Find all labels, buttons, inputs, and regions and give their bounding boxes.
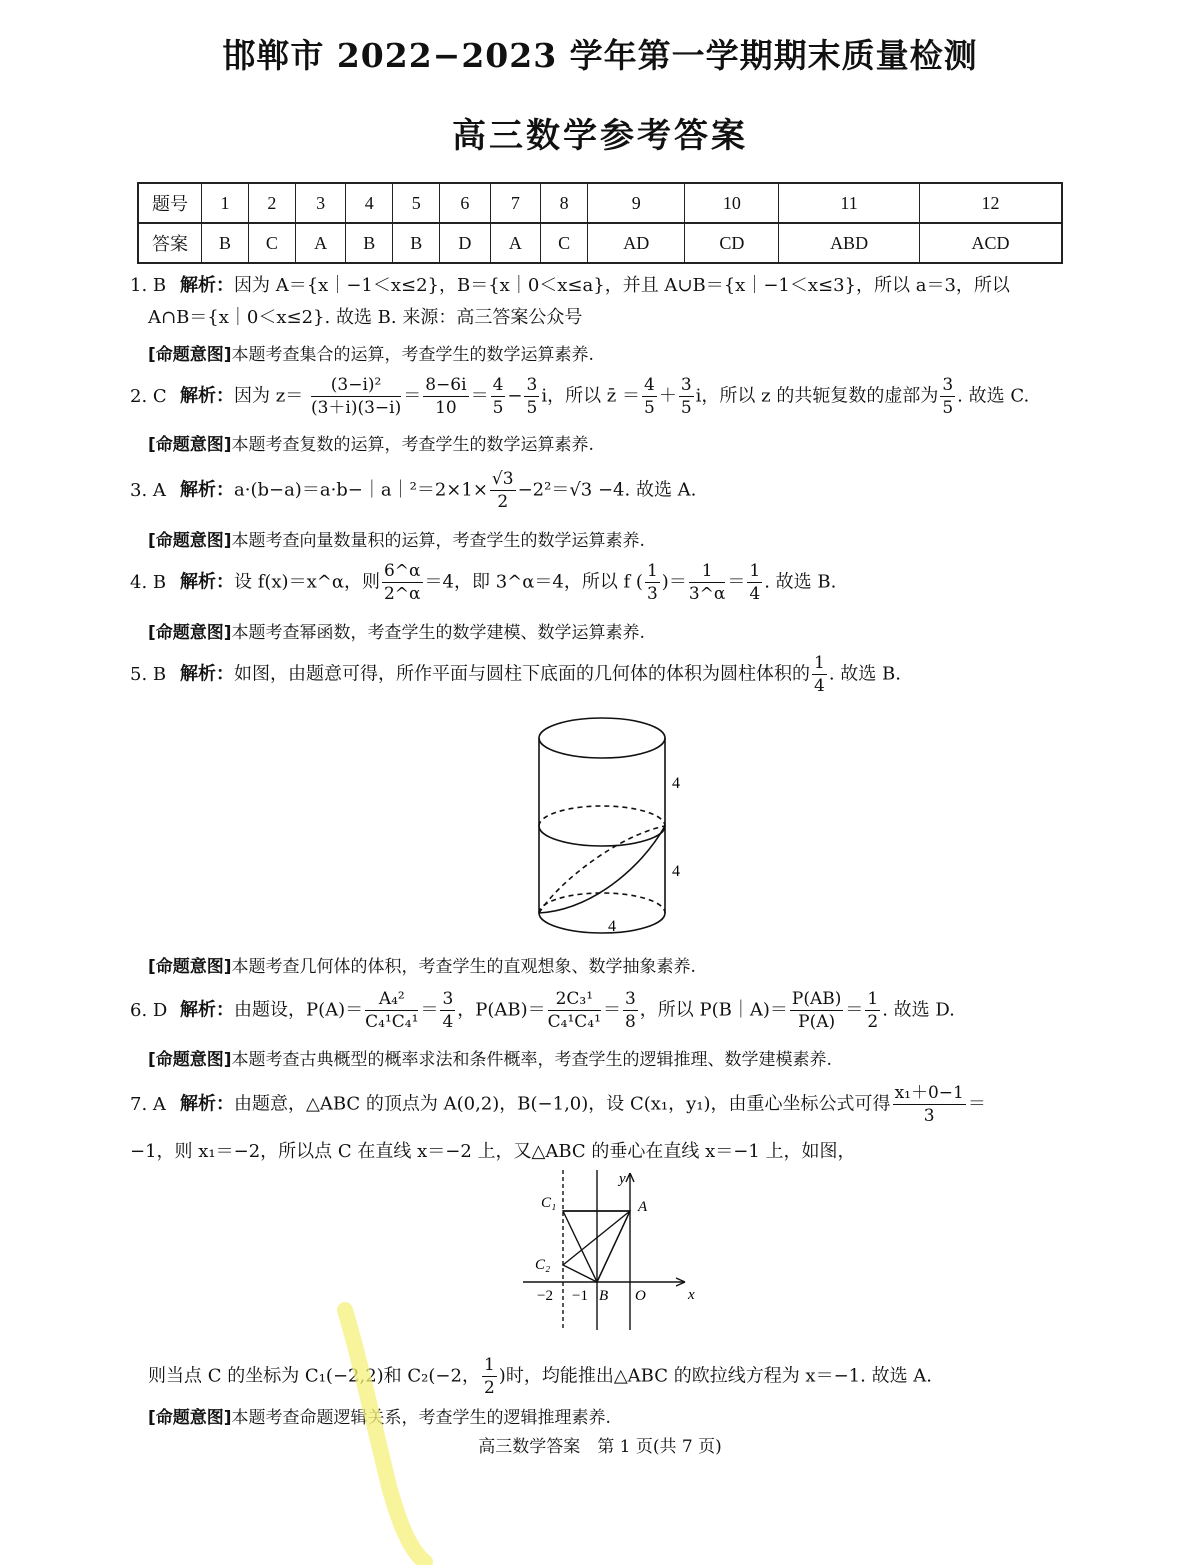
q3-line [130, 468, 696, 513]
q6-f3-den: C₄¹C₄¹ [547, 1012, 601, 1032]
answer-table-answer-cell: AD [588, 223, 685, 263]
q6-eq: ＝ [420, 999, 439, 1021]
q2-fraction-5 [642, 374, 657, 419]
coordinate-figure [515, 1165, 715, 1335]
q1-text-line1: 因为 A＝{x｜−1＜x≤2}，B＝{x｜0＜x≤a}，并且 A∪B＝{x｜−1＜x≤3}，所以 a＝3，所以 [234, 275, 1010, 296]
answer-table-number-row [138, 183, 1062, 223]
q7-line3-b: )时，均能推出△ABC 的欧拉线方程为 x＝−1. 故选 A. [498, 1365, 933, 1387]
q6-f3-num: 2C₃¹ [548, 988, 601, 1011]
q3-intent-text: 本题考查向量数量积的运算，考查学生的数学运算素养. [231, 531, 645, 551]
q6-f2-num: 3 [442, 989, 454, 1009]
q4-text-c: )＝ [661, 571, 687, 593]
q6-fraction-2 [440, 988, 455, 1033]
q6-intent-text: 本题考查古典概型的概率求法和条件概率，考查学生的逻辑推理、数学建模素养. [231, 1050, 832, 1070]
q6-fraction-3 [548, 988, 601, 1033]
q6-f4-den: 8 [624, 1012, 636, 1032]
intent-tag: [命题意图] [148, 435, 232, 455]
q4-intent-text: 本题考查幂函数，考查学生的数学建模、数学运算素养. [231, 623, 645, 643]
q6-f1-den: C₄¹C₄¹ [365, 1012, 419, 1032]
q7-fraction-1 [893, 1082, 966, 1127]
q2-f1-num: (3−i)² [311, 374, 401, 397]
cylinder-bottom-front [539, 913, 665, 933]
answer-table-answer-row [138, 223, 1062, 263]
answer-table-number-cell: 10 [685, 183, 779, 223]
origin-label: O [635, 1288, 646, 1304]
q6-text-a: 由题设，P(A)＝ [234, 999, 364, 1021]
q3-f-den: 2 [497, 492, 509, 512]
q6-eq: ＝ [602, 999, 621, 1021]
answer-table-number-cell: 4 [346, 183, 393, 223]
q7-text-b: ＝ [967, 1093, 986, 1115]
q2-f7-num: 3 [942, 375, 954, 395]
q6-eq: ＝ [845, 999, 864, 1021]
answer-table-answer-cell: B [202, 223, 249, 263]
answer-table-number-cell: 9 [588, 183, 685, 223]
q4-eq: ＝ [727, 571, 746, 593]
answer-table-number-cell: 12 [919, 183, 1062, 223]
q6-f5-num: P(AB) [791, 989, 842, 1009]
q2-f2-den: 10 [435, 398, 457, 418]
q7-f2-den: 2 [483, 1378, 495, 1398]
q4-f3-num: 1 [689, 560, 726, 583]
cylinder-mid-front [539, 826, 665, 846]
answer-table-answer-cell: B [346, 223, 393, 263]
q2-text-c: i，所以 z 的共轭复数的虚部为 [695, 385, 939, 407]
q6-number: 6. D [130, 999, 168, 1021]
q4-text-b: ＝4，即 3^α＝4，所以 f ( [424, 571, 643, 593]
q7-intent-text: 本题考查命题逻辑关系，考查学生的逻辑推理素养. [231, 1408, 611, 1428]
q2-f3-num: 4 [492, 375, 504, 395]
answer-table-header-answer: 答案 [138, 223, 202, 263]
q6-intent [148, 1045, 832, 1070]
q5-f-den: 4 [814, 676, 825, 696]
q2-text-a: 因为 z＝ [234, 385, 304, 407]
intent-tag: [命题意图] [148, 1050, 232, 1070]
q2-text-d: . 故选 C. [957, 385, 1030, 407]
q1-intent-text: 本题考查集合的运算，考查学生的数学运算素养. [231, 345, 594, 365]
q2-f5-num: 4 [644, 375, 655, 395]
answer-table-answer-cell: ACD [919, 223, 1062, 263]
analysis-label: 解析： [180, 663, 234, 685]
q4-f2-num: 1 [646, 561, 658, 581]
answer-table-number-cell: 6 [440, 183, 490, 223]
q4-fraction-3 [689, 560, 726, 605]
q4-number: 4. B [130, 571, 167, 593]
answer-table-answer-cell: A [490, 223, 540, 263]
point-c1-label: C₁ [541, 1195, 557, 1211]
q5-intent-text: 本题考查几何体的体积，考查学生的直观想象、数学抽象素养. [231, 957, 696, 977]
document-title: 邯郸市 2022−2023 学年第一学期期末质量检测 [222, 36, 978, 75]
answer-table-number-cell: 1 [202, 183, 249, 223]
intent-tag: [命题意图] [148, 1408, 232, 1428]
q7-f2-num: 1 [483, 1355, 495, 1375]
q5-fraction [812, 652, 827, 697]
q3-text-b: −2²＝√3 −4. 故选 A. [517, 479, 697, 501]
q2-eq: ＝ [470, 385, 489, 407]
cylinder-label-base: 4 [608, 918, 616, 935]
q3-text-a: a·(b−a)＝a·b−｜a｜²＝2×1× [234, 479, 488, 501]
answer-table-header-number: 题号 [138, 183, 202, 223]
q4-fraction-2 [645, 560, 660, 605]
analysis-label: 解析： [180, 999, 234, 1021]
q2-f6-num: 3 [680, 375, 692, 395]
y-axis-label: y [619, 1171, 626, 1187]
q6-text-c: ，所以 P(B｜A)＝ [639, 999, 788, 1021]
cylinder-label-upper: 4 [672, 775, 680, 792]
answer-table-number-cell: 11 [779, 183, 920, 223]
q6-f5-den: P(A) [798, 1012, 836, 1032]
point-c2-label: C₂ [535, 1257, 551, 1273]
q6-fraction-1 [365, 988, 418, 1033]
q7-f1-den: 3 [923, 1106, 935, 1126]
document-subtitle: 高三数学参考答案 [452, 116, 748, 156]
q2-f1-den: (3＋i)(3−i) [310, 398, 402, 418]
q5-text-b: . 故选 B. [828, 663, 901, 685]
q2-number: 2. C [130, 385, 167, 407]
q6-f6-num: 1 [867, 989, 879, 1009]
section-curve-front [539, 826, 665, 913]
q2-line [130, 374, 1029, 419]
q2-f2-num: 8−6i [425, 375, 467, 395]
q6-f1-num: A₄² [365, 988, 418, 1011]
intent-tag: [命题意图] [148, 345, 232, 365]
q1-intent [148, 340, 594, 365]
tick-minus-1-label: −1 [572, 1288, 588, 1304]
q7-line3-mid: −2， [435, 1365, 480, 1387]
intent-tag: [命题意图] [148, 623, 232, 643]
answer-table-number-cell: 8 [541, 183, 588, 223]
analysis-label: 解析： [180, 275, 234, 296]
q4-line [130, 560, 836, 605]
q2-fraction-4 [524, 374, 539, 419]
q3-fraction [490, 468, 516, 513]
answer-table-number-cell: 5 [393, 183, 440, 223]
q4-f1-num: 6^α [383, 561, 421, 581]
q2-fraction-1 [311, 374, 401, 419]
analysis-label: 解析： [180, 571, 234, 593]
q7-text-a: 由题意，△ABC 的顶点为 A(0,2)，B(−1,0)，设 C(x₁，y₁)，由重心坐标公式可得 [234, 1093, 891, 1115]
q2-f7-den: 5 [942, 398, 954, 418]
q5-f-num: 1 [814, 653, 825, 673]
q2-fraction-6 [679, 374, 694, 419]
q4-fraction-4 [747, 560, 762, 605]
analysis-label: 解析： [180, 479, 234, 501]
answer-table-answer-cell: A [295, 223, 345, 263]
q2-f4-den: 5 [526, 398, 538, 418]
q4-text-d: . 故选 B. [764, 571, 837, 593]
answer-table-number-cell: 3 [295, 183, 345, 223]
q2-f5-den: 5 [644, 398, 655, 418]
q7-line1 [130, 1082, 986, 1127]
q4-fraction-1 [382, 560, 423, 605]
q6-f6-den: 2 [867, 1012, 879, 1032]
q4-f4-num: 1 [749, 561, 761, 581]
q2-intent [148, 430, 594, 455]
q5-text-a: 如图，由题意可得，所作平面与圆柱下底面的几何体的体积为圆柱体积的 [234, 663, 810, 685]
q7-number: 7. A [130, 1093, 166, 1115]
q5-intent [148, 952, 696, 977]
q2-plus: ＋ [658, 385, 677, 407]
q2-f4-num: 3 [526, 375, 538, 395]
q1-line1 [130, 273, 1010, 299]
analysis-label: 解析： [180, 385, 234, 407]
x-axis-label: x [688, 1287, 695, 1303]
q6-fraction-5 [790, 988, 843, 1033]
tick-minus-2-label: −2 [537, 1288, 553, 1304]
q4-text-a: 设 f(x)＝x^α，则 [234, 571, 380, 593]
q4-intent [148, 618, 645, 643]
q5-line [130, 652, 901, 697]
q7-f1-num: x₁＋0−1 [894, 1083, 964, 1103]
q4-f1-den: 2^α [383, 584, 421, 604]
q6-text-b: ，P(AB)＝ [457, 999, 546, 1021]
cylinder-label-lower: 4 [672, 863, 680, 880]
answer-table-answer-cell: ABD [779, 223, 920, 263]
q6-fraction-4 [623, 988, 638, 1033]
q1-number: 1. B [130, 275, 167, 296]
answer-table [137, 182, 1063, 264]
cylinder-mid-back [539, 806, 665, 826]
q4-f4-den: 4 [749, 584, 761, 604]
intent-tag: [命题意图] [148, 957, 232, 977]
analysis-label: 解析： [180, 1093, 234, 1115]
q2-f6-den: 5 [680, 398, 692, 418]
answer-table-answer-cell: C [248, 223, 295, 263]
q2-fraction-2 [423, 374, 468, 419]
q4-f3-den: 3^α [688, 584, 726, 604]
q7-line3-a: 则当点 C 的坐标为 C₁(−2,2)和 C₂( [148, 1365, 436, 1387]
q2-text-b: i，所以 z̄ ＝ [541, 385, 640, 407]
q6-f2-den: 4 [442, 1012, 454, 1032]
cylinder-top-ellipse [539, 718, 665, 758]
q6-fraction-6 [865, 988, 880, 1033]
q6-text-d: . 故选 D. [882, 999, 955, 1021]
q3-f-num: √3 [491, 469, 514, 489]
q4-f2-den: 3 [646, 584, 658, 604]
q2-eq: ＝ [403, 385, 422, 407]
q7-line3 [148, 1354, 932, 1399]
q3-intent [148, 526, 645, 551]
answer-table-number-cell: 2 [248, 183, 295, 223]
q2-f3-den: 5 [492, 398, 504, 418]
answer-table-answer-cell: C [541, 223, 588, 263]
q2-minus: − [507, 385, 523, 407]
answer-table-answer-cell: CD [685, 223, 779, 263]
q7-fraction-2 [482, 1354, 497, 1399]
q2-fraction-7 [940, 374, 955, 419]
point-b-label: B [599, 1288, 609, 1304]
q6-line [130, 988, 955, 1033]
q2-intent-text: 本题考查复数的运算，考查学生的数学运算素养. [231, 435, 594, 455]
q5-number: 5. B [130, 663, 167, 685]
point-a-label: A [638, 1199, 648, 1215]
q7-line2: −1，则 x₁＝−2，所以点 C 在直线 x＝−2 上，又△ABC 的垂心在直线 x＝−1 上，如图， [130, 1141, 856, 1162]
q3-number: 3. A [130, 479, 166, 501]
answer-table-answer-cell: B [393, 223, 440, 263]
highlighter-stroke [330, 1300, 450, 1565]
answer-table-number-cell: 7 [490, 183, 540, 223]
q1-text-line2: A∩B＝{x｜0＜x≤2}. 故选 B. 来源：高三答案公众号 [148, 307, 583, 328]
answer-table-answer-cell: D [440, 223, 490, 263]
page-footer: 高三数学答案 第 1 页(共 7 页) [478, 1437, 722, 1457]
q2-fraction-3 [491, 374, 506, 419]
q6-f4-num: 3 [624, 989, 636, 1009]
intent-tag: [命题意图] [148, 531, 232, 551]
section-curve-back [539, 826, 665, 913]
cylinder-figure [520, 710, 700, 940]
